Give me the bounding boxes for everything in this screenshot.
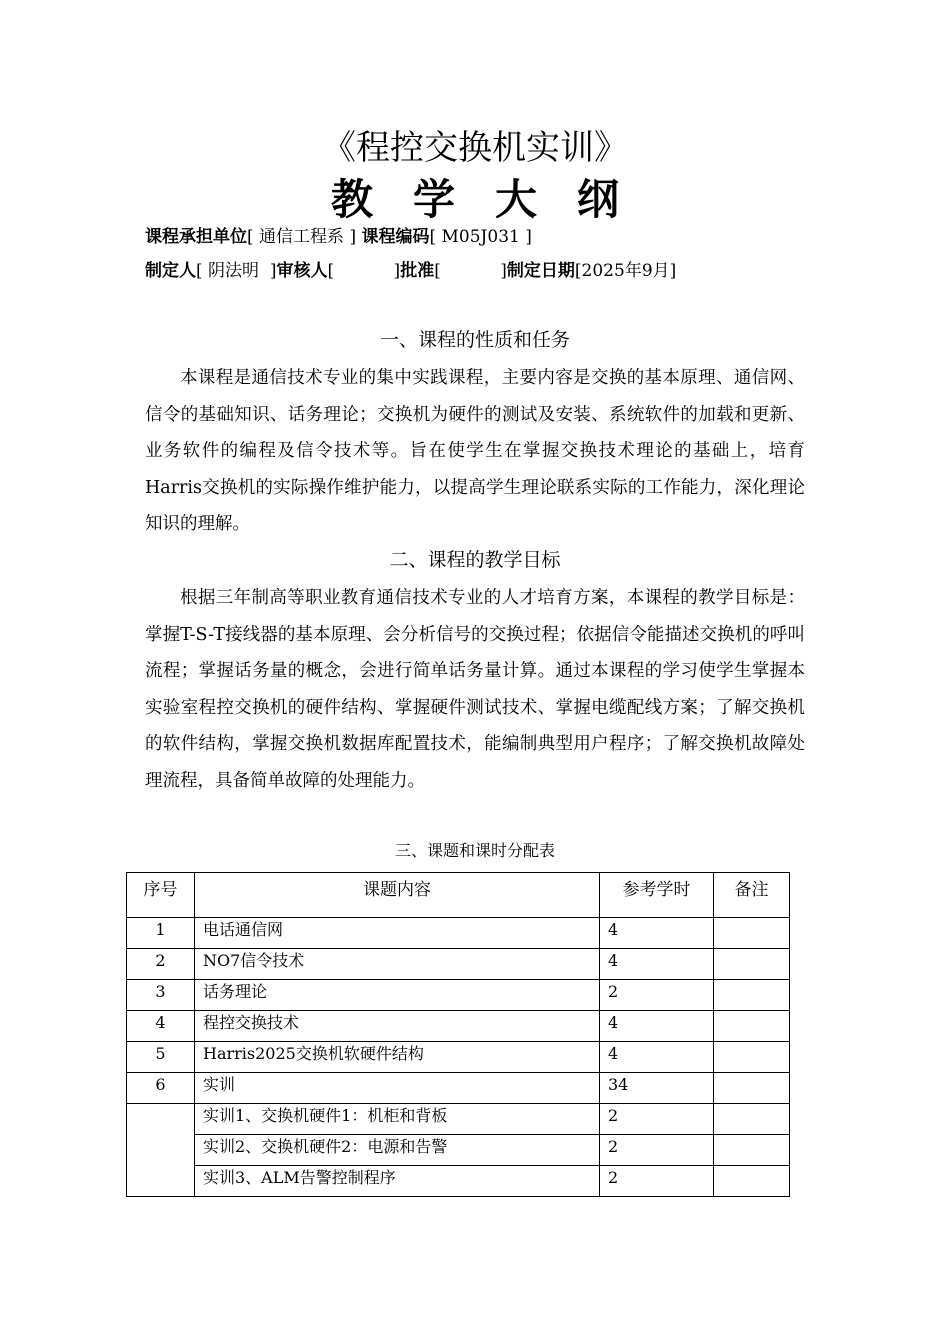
table-caption: 三、课题和课时分配表 [394, 841, 555, 860]
cell-topic: 实训 [195, 1073, 600, 1104]
cell-no: 6 [127, 1073, 195, 1104]
cell-topic: NO7信令技术 [195, 949, 600, 980]
cell-note [714, 980, 790, 1011]
cell-topic: 话务理论 [195, 980, 600, 1011]
table-row [127, 1011, 790, 1042]
cell-hours: 4 [600, 918, 714, 949]
table-row [127, 1104, 790, 1135]
table-row [127, 949, 790, 980]
meta-label-reviewer: 审核人 [276, 261, 328, 281]
meta-label-date: 制定日期 [506, 261, 575, 281]
section-body-objectives: 根据三年制高等职业教育通信技术专业的人才培育方案，本课程的教学目标是：掌握T-S-T接线器的基本原理、会分析信号的交换过程；依据信令能描述交换机的呼叫流程；掌握话务量的概念，会进行简单话务量计算。通过本课程的学习使学生掌握本实验室程控交换机的硬件结构、掌握硬件测试技术、掌握电缆配线方案；了解交换机的软件结构，掌握交换机数据库配置技术，能编制典型用户程序；了解交换机故障处理流程，具备简单故障的处理能力。 [145, 588, 805, 791]
cell-note [714, 918, 790, 949]
meta-value-unit: [ 通信工程系 ] [247, 227, 362, 247]
cell-note [714, 1135, 790, 1166]
meta-value-author: [ 阴法明 ] [196, 261, 277, 281]
meta-value-code: [ M05J031 ] [429, 227, 532, 247]
cell-topic: 程控交换技术 [195, 1011, 600, 1042]
meta-value-reviewer: [ ] [327, 261, 401, 281]
cell-no: 1 [127, 918, 195, 949]
cell-note [714, 949, 790, 980]
table-row [127, 1166, 790, 1197]
cell-topic: 实训1、交换机硬件1：机柜和背板 [195, 1104, 600, 1135]
cell-note [714, 1073, 790, 1104]
header-hours: 参考学时 [600, 873, 714, 918]
cell-hours: 2 [600, 1166, 714, 1197]
cell-hours: 4 [600, 1011, 714, 1042]
table-row [127, 918, 790, 949]
header-topic: 课题内容 [195, 873, 600, 918]
cell-hours: 34 [600, 1073, 714, 1104]
cell-hours: 4 [600, 949, 714, 980]
cell-no: 5 [127, 1042, 195, 1073]
cell-no-merged [127, 1104, 195, 1197]
table-row [127, 1042, 790, 1073]
header-no: 序号 [127, 873, 195, 918]
cell-hours: 2 [600, 1135, 714, 1166]
table-header-row [127, 873, 790, 918]
cell-hours: 4 [600, 1042, 714, 1073]
document-subtitle: 教学大纲 [330, 175, 659, 224]
cell-hours: 2 [600, 980, 714, 1011]
cell-topic: 实训2、交换机硬件2：电源和告警 [195, 1135, 600, 1166]
cell-topic: Harris2025交换机软硬件结构 [195, 1042, 600, 1073]
cell-topic: 电话通信网 [195, 918, 600, 949]
meta-label-unit: 课程承担单位 [145, 227, 247, 247]
table-row [127, 1135, 790, 1166]
cell-note [714, 1104, 790, 1135]
meta-value-date: [2025年9月] [574, 261, 677, 281]
table-row [127, 980, 790, 1011]
cell-hours: 2 [600, 1104, 714, 1135]
meta-label-code: 课程编码 [361, 227, 430, 247]
course-hours-table [126, 872, 790, 1197]
meta-line-1 [145, 225, 532, 249]
section-body-nature: 本课程是通信技术专业的集中实践课程，主要内容是交换的基本原理、通信网、信令的基础知识、话务理论；交换机为硬件的测试及安装、系统软件的加载和更新、业务软件的编程及信令技术等。旨在使学生在掌握交换技术理论的基础上，培育Harris交换机的实际操作维护能力，以提高学生理论联系实际的工作能力，深化理论知识的理解。 [145, 368, 805, 534]
cell-note [714, 1166, 790, 1197]
cell-no: 3 [127, 980, 195, 1011]
cell-note [714, 1042, 790, 1073]
header-note: 备注 [714, 873, 790, 918]
meta-value-approver: [ ] [434, 261, 507, 281]
cell-no: 4 [127, 1011, 195, 1042]
meta-label-approver: 批准 [400, 261, 435, 281]
table-row [127, 1073, 790, 1104]
cell-note [714, 1011, 790, 1042]
document-title: 《程控交换机实训》 [322, 128, 628, 168]
cell-topic: 实训3、ALM告警控制程序 [195, 1166, 600, 1197]
meta-label-author: 制定人 [145, 261, 196, 281]
meta-line-2 [145, 259, 676, 283]
section-heading-objectives: 二、课程的教学目标 [389, 549, 561, 571]
cell-no: 2 [127, 949, 195, 980]
section-heading-nature: 一、课程的性质和任务 [379, 329, 570, 351]
